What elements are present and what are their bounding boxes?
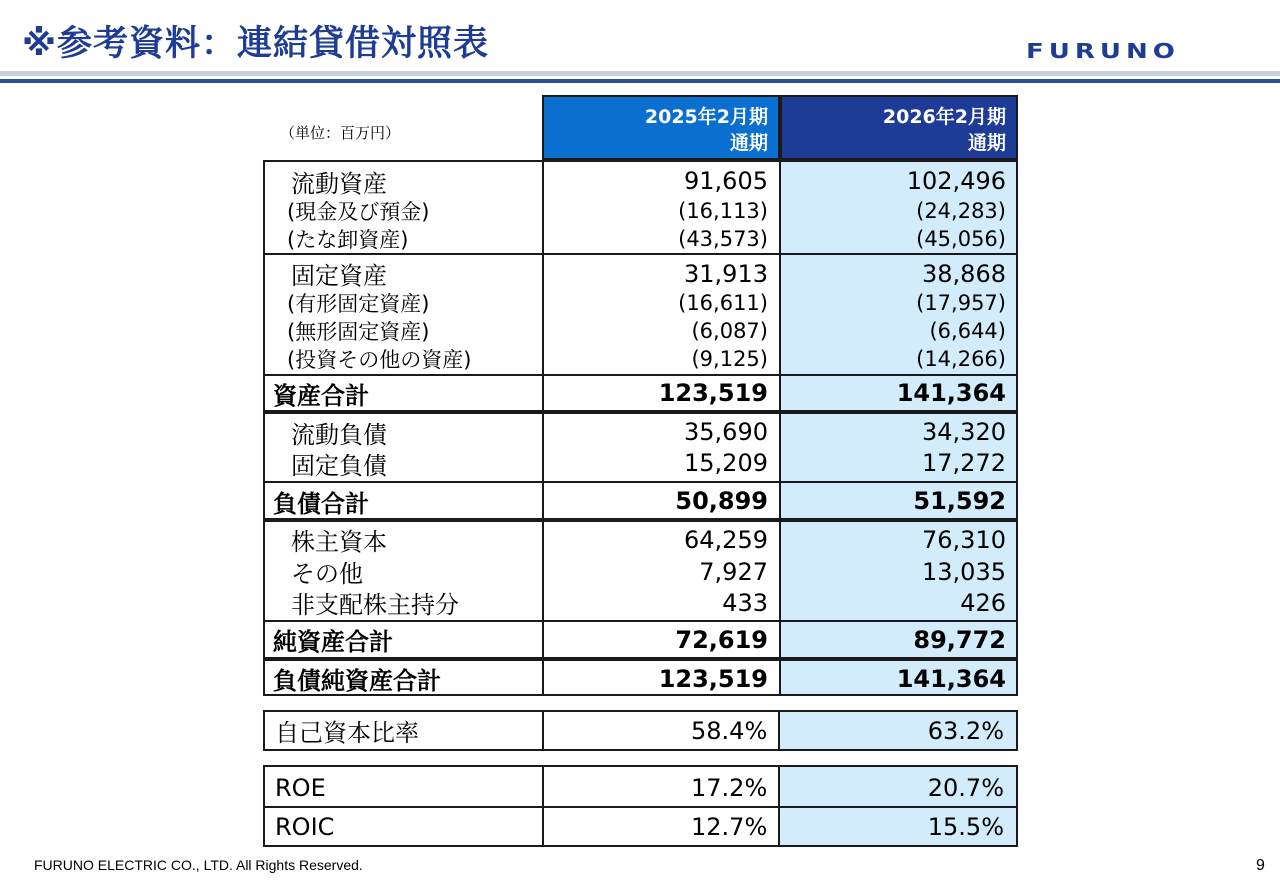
value-2026: 89,772 xyxy=(913,625,1006,654)
subtotal-row-assets xyxy=(263,376,1018,410)
value-2025: (9,125) xyxy=(691,347,768,371)
value-2025: 123,519 xyxy=(658,664,768,693)
value-2026: 102,496 xyxy=(906,167,1006,195)
value-2025: (16,611) xyxy=(678,291,768,315)
value-2025: (6,087) xyxy=(691,319,768,343)
value-2026: (45,056) xyxy=(916,226,1006,251)
row-label: (有形固定資産) xyxy=(287,292,430,316)
value-2025: 35,690 xyxy=(684,418,768,446)
table-row xyxy=(263,345,1018,373)
value-2026: (14,266) xyxy=(916,347,1006,371)
header-divider-dark xyxy=(0,79,1280,83)
row-label: ROIC xyxy=(275,812,335,841)
value-2025: (16,113) xyxy=(678,199,768,223)
row-label: (たな卸資産) xyxy=(287,227,409,252)
subtotal-row-net-assets xyxy=(263,622,1018,657)
value-2026: (24,283) xyxy=(916,199,1006,223)
column-header-2026 xyxy=(780,95,1018,160)
value-2026: 20.7% xyxy=(927,773,1004,802)
column-header-2025-type: 通期 xyxy=(729,132,768,154)
table-row xyxy=(263,587,1018,618)
value-2026: 63.2% xyxy=(927,716,1004,745)
row-label: 固定資産 xyxy=(291,262,387,290)
value-2026: 76,310 xyxy=(922,525,1006,554)
value-2026: 141,364 xyxy=(896,379,1006,407)
value-2025: (43,573) xyxy=(678,226,768,251)
page-title: ※参考資料：連結貸借対照表 xyxy=(22,24,490,64)
row-label: 負債純資産合計 xyxy=(273,667,441,695)
section-divider xyxy=(263,410,1018,414)
page-number: 9 xyxy=(1256,857,1265,874)
value-2025: 433 xyxy=(722,588,768,617)
row-label: その他 xyxy=(291,560,363,588)
value-2026: (6,644) xyxy=(929,319,1006,343)
column-header-2026-type: 通期 xyxy=(967,132,1006,154)
value-2025: 58.4% xyxy=(691,716,768,745)
row-label: (無形固定資産) xyxy=(287,320,430,344)
row-label: 株主資本 xyxy=(291,528,387,556)
value-2026: (17,957) xyxy=(916,291,1006,315)
column-header-2026-period: 2026年2月期 xyxy=(882,106,1006,128)
table-row xyxy=(265,712,1016,749)
row-label: ROE xyxy=(275,773,326,802)
value-2026: 15.5% xyxy=(927,812,1004,841)
row-label: 自己資本比率 xyxy=(275,719,419,747)
column-header-2025 xyxy=(542,95,780,160)
table-row xyxy=(263,289,1018,317)
value-2026: 38,868 xyxy=(922,259,1006,288)
value-2025: 64,259 xyxy=(684,525,768,554)
copyright-footer: FURUNO ELECTRIC CO., LTD. All Rights Reserved. xyxy=(34,857,363,873)
table-row xyxy=(263,417,1018,447)
subtotal-row-liabilities xyxy=(263,484,1018,518)
total-row-liabilities-net-assets xyxy=(263,661,1018,696)
value-2025: 12.7% xyxy=(691,812,768,841)
row-label: 資産合計 xyxy=(273,381,369,410)
value-2025: 72,619 xyxy=(675,625,768,654)
row-label: 非支配株主持分 xyxy=(291,591,459,619)
row-label: 負債合計 xyxy=(273,489,369,518)
table-row xyxy=(263,317,1018,345)
row-label: (投資その他の資産) xyxy=(287,348,472,372)
table-row xyxy=(263,225,1018,252)
row-label: 流動資産 xyxy=(291,169,387,198)
table-row xyxy=(263,166,1018,196)
value-2025: 123,519 xyxy=(658,379,768,407)
table-row xyxy=(263,197,1018,225)
table-row xyxy=(265,808,1016,845)
value-2025: 50,899 xyxy=(675,487,768,515)
row-label: 純資産合計 xyxy=(273,628,393,656)
value-2026: 426 xyxy=(960,588,1006,617)
value-2026: 13,035 xyxy=(922,557,1006,586)
value-2026: 17,272 xyxy=(922,449,1006,477)
value-2025: 31,913 xyxy=(684,259,768,288)
value-2025: 7,927 xyxy=(699,557,768,586)
returns-table xyxy=(263,765,1018,847)
value-2026: 51,592 xyxy=(913,487,1006,515)
table-row xyxy=(263,448,1018,478)
table-row xyxy=(263,524,1018,555)
value-2025: 17.2% xyxy=(691,773,768,802)
equity-ratio-table xyxy=(263,710,1018,751)
value-2025: 91,605 xyxy=(684,167,768,195)
row-label: 流動負債 xyxy=(291,420,387,449)
table-row xyxy=(263,258,1018,289)
value-2025: 15,209 xyxy=(684,449,768,477)
value-2026: 34,320 xyxy=(922,418,1006,446)
row-divider xyxy=(263,253,1018,255)
row-label: 固定負債 xyxy=(291,451,387,480)
column-header-2025-period: 2025年2月期 xyxy=(644,106,768,128)
value-2026: 141,364 xyxy=(896,664,1006,693)
furuno-logo: FURUNO xyxy=(1026,40,1180,64)
row-label: (現金及び預金) xyxy=(287,200,430,224)
table-row xyxy=(265,769,1016,806)
table-row xyxy=(263,556,1018,587)
unit-label: （単位：百万円） xyxy=(280,124,401,142)
header-divider-light xyxy=(0,71,1280,76)
